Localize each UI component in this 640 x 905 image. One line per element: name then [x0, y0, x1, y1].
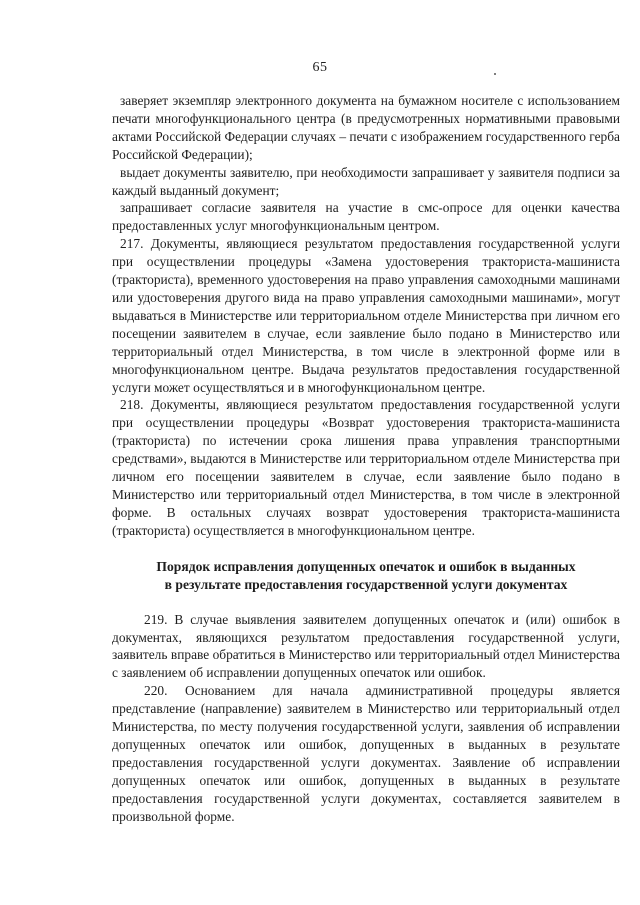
- paragraph-issues-documents: выдает документы заявителю, при необходимости запрашивает у заявителя подписи за каждый выданный документ;: [112, 164, 620, 198]
- scan-speck: [494, 73, 496, 75]
- paragraph-sms-survey: запрашивает согласие заявителя на участие в смс-опросе для оценки качества предоставленных услуг многофункциональным центром.: [112, 200, 620, 234]
- document-body: [112, 92, 620, 826]
- paragraph-217: 217. Документы, являющиеся результатом предоставления государственной услуги при осуществлении процедуры «Замена удостоверения тракториста-машиниста (тракториста), временного удостоверения на право управления самоходными машинами или удостоверения другого вида на право управления самоходными машинами», могут выдаваться в Министерстве или территориальном отделе Министерства при личном его посещении заявителем в случае, если заявление было подано в Министерство или территориальный отдел Министерства, в том числе в электронной форме или в многофункциональном центре. Выдача результатов предоставления государственной услуги может осуществляться и в многофункциональном центре.: [112, 236, 620, 395]
- paragraph-certifies-copy: заверяет экземпляр электронного документа на бумажном носителе с использованием печати многофункционального центра (в предусмотренных нормативными правовыми актами Российской Федерации случаях – печати с изображением государственного герба Российской Федерации);: [112, 93, 620, 162]
- section-title: [112, 558, 620, 594]
- paragraph-220: 220. Основанием для начала административной процедуры является представление (направление) заявителем в Министерство или территориальный отдел Министерства, по месту получения государственной услуги, заявления об исправлении допущенных опечаток или ошибок, допущенных в выданных в результате предоставления государственной услуги документах. Заявление об исправлении допущенных опечаток или ошибок, допущенных в выданных в результате предоставления государственной услуги документах, составляется заявителем в произвольной форме.: [112, 683, 620, 824]
- page-number: 65: [312, 60, 328, 75]
- section-title-line-1: Порядок исправления допущенных опечаток и ошибок в выданных: [156, 558, 576, 574]
- paragraph-218: 218. Документы, являющиеся результатом предоставления государственной услуги при осуществлении процедуры «Возврат удостоверения тракториста-машиниста (тракториста) по истечении срока лишения права управления транспортными средствами», выдаются в Министерстве или территориальном отделе Министерства при личном его посещении заявителем в случае, если заявление было подано в Министерство или территориальный отдел Министерства, в том числе в электронной форме. В остальных случаях возврат удостоверения тракториста-машиниста (тракториста) осуществляется в многофункциональном центре.: [112, 397, 620, 538]
- paragraph-219: 219. В случае выявления заявителем допущенных опечаток и (или) ошибок в документах, являющихся результатом предоставления государственной услуги, заявитель вправе обратиться в Министерство или территориальный отдел Министерства с заявлением об исправлении допущенных опечаток или ошибок.: [112, 611, 620, 681]
- section-title-line-2: в результате предоставления государственной услуги документах: [164, 576, 568, 592]
